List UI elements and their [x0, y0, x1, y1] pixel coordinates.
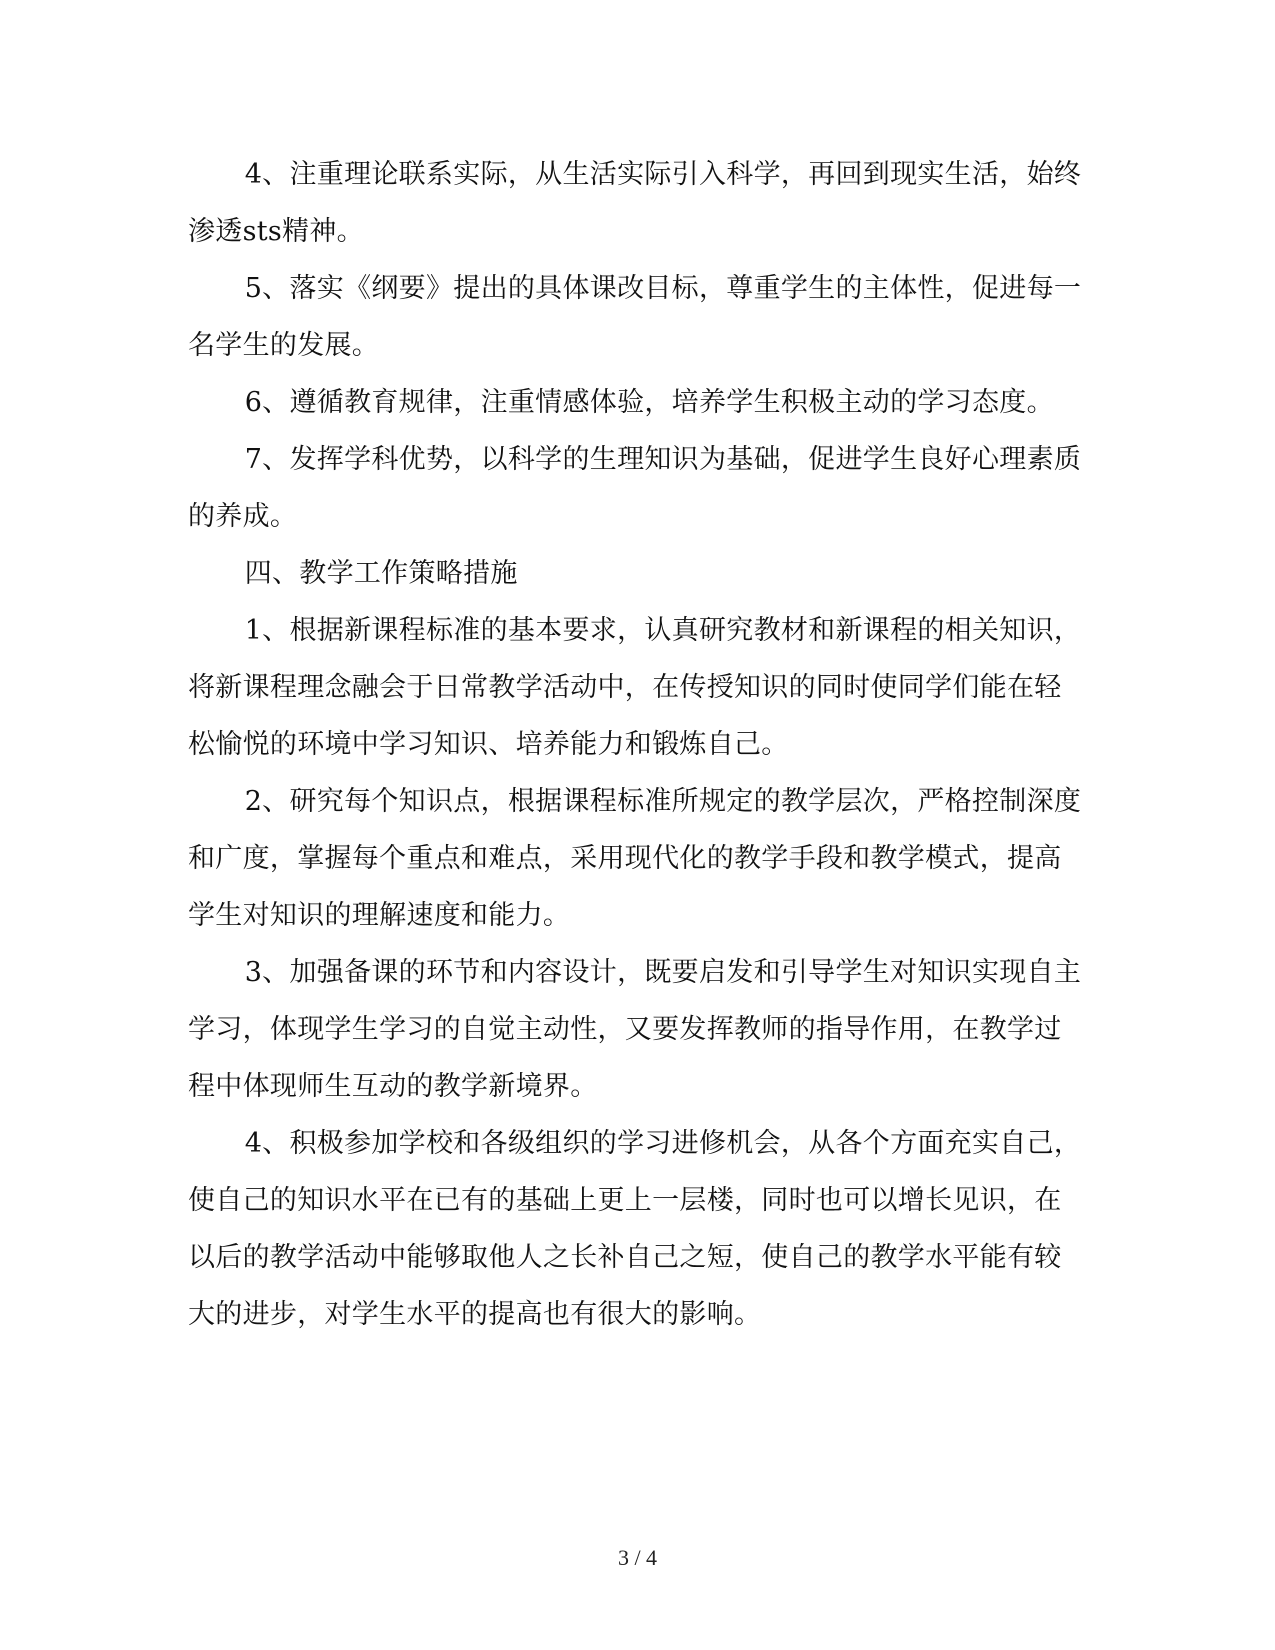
- paragraph-item-7-subject-advantage: 7、发挥学科优势，以科学的生理知识为基础，促进学生良好心理素质的养成。: [188, 444, 1082, 532]
- strategy-item-2: 2、研究每个知识点，根据课程标准所规定的教学层次，严格控制深度和广度，掌握每个重点和难点，采用现代化的教学手段和教学模式，提高学生对知识的理解速度和能力。: [188, 786, 1082, 931]
- paragraph-item-4-theory-practice: 4、注重理论联系实际，从生活实际引入科学，再回到现实生活，始终渗透sts精神。: [188, 159, 1082, 247]
- document-body: [188, 146, 1083, 1343]
- paragraph-item-5-curriculum-goals: 5、落实《纲要》提出的具体课改目标，尊重学生的主体性，促进每一名学生的发展。: [188, 273, 1082, 361]
- section-heading-teaching-strategies: 四、教学工作策略措施: [244, 558, 518, 589]
- strategy-item-4: 4、积极参加学校和各级组织的学习进修机会，从各个方面充实自己，使自己的知识水平在已有的基础上更上一层楼，同时也可以增长见识，在以后的教学活动中能够取他人之长补自己之短，使自己的教学水平能有较大的进步，对学生水平的提高也有很大的影响。: [188, 1128, 1082, 1330]
- strategy-item-1: 1、根据新课程标准的基本要求，认真研究教材和新课程的相关知识，将新课程理念融会于日常教学活动中，在传授知识的同时使同学们能在轻松愉悦的环境中学习知识、培养能力和锻炼自己。: [188, 615, 1082, 760]
- paragraph-item-6-education-rules: 6、遵循教育规律，注重情感体验，培养学生积极主动的学习态度。: [244, 387, 1054, 418]
- strategy-item-3: 3、加强备课的环节和内容设计，既要启发和引导学生对知识实现自主学习，体现学生学习的自觉主动性，又要发挥教师的指导作用，在教学过程中体现师生互动的教学新境界。: [188, 957, 1082, 1102]
- page-number: 3 / 4: [617, 1545, 658, 1570]
